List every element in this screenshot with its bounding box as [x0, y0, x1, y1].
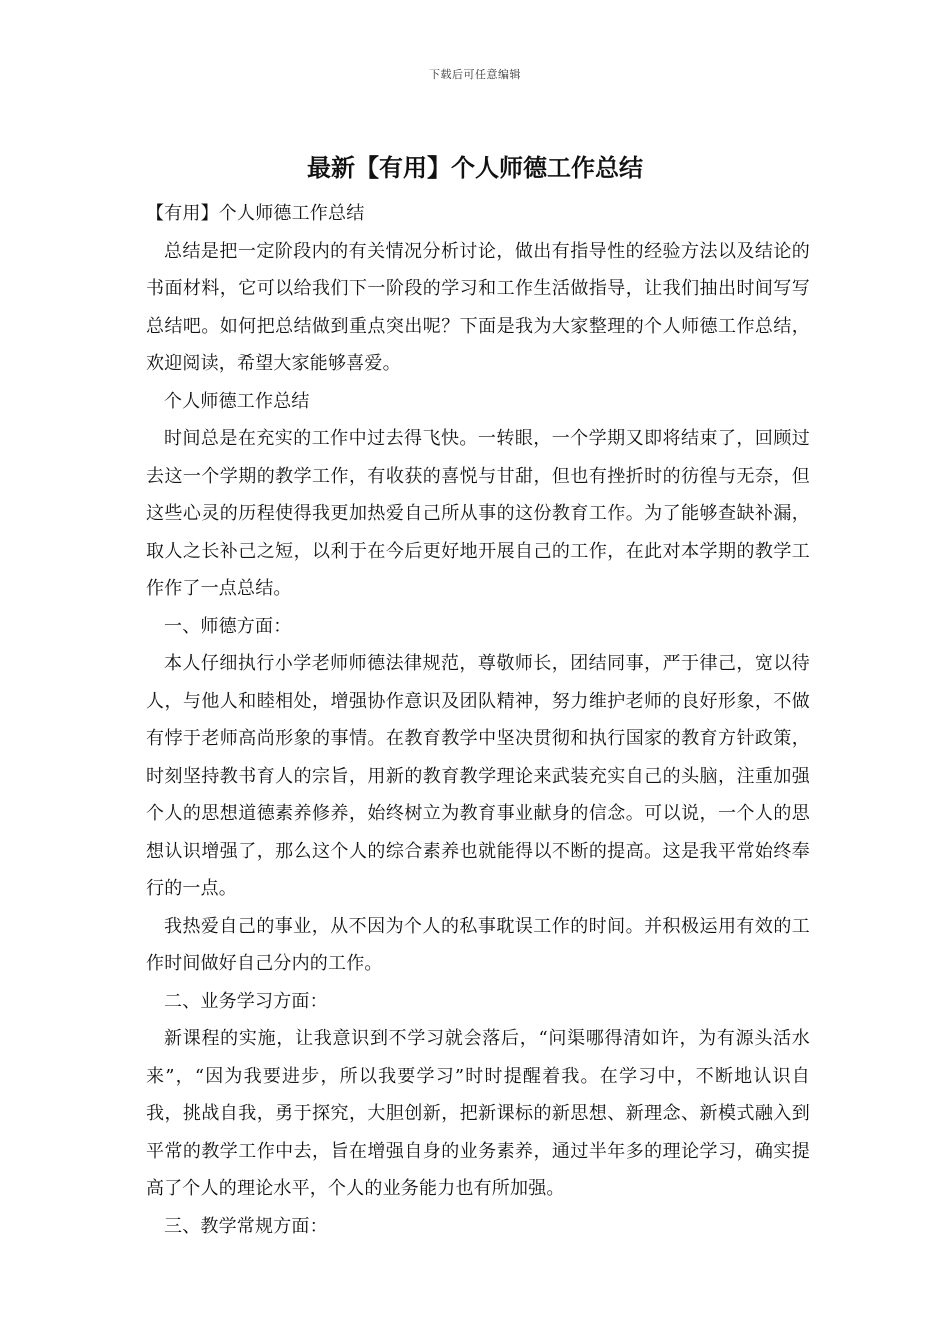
section-heading: 二、业务学习方面：: [164, 990, 328, 1012]
body-paragraph: 我热爱自己的事业，从不因为个人的私事耽误工作的时间。并积极运用有效的工作时间做好自己分内的工作。: [146, 915, 810, 974]
subtitle-paragraph: 【有用】个人师德工作总结: [146, 203, 365, 224]
document-body: [146, 195, 810, 1245]
section-heading: 个人师德工作总结: [164, 390, 310, 412]
body-paragraph: 本人仔细执行小学老师师德法律规范，尊敬师长，团结同事，严于律己，宽以待人，与他人和睦相处，增强协作意识及团队精神，努力维护老师的良好形象，不做有悖于老师高尚形象的事情。在教育教学中坚决贯彻和执行国家的教育方针政策，时刻坚持教书育人的宗旨，用新的教育教学理论来武装充实自己的头脑，注重加强个人的思想道德素养修养，始终树立为教育事业献身的信念。可以说，一个人的思想认识增强了，那么这个人的综合素养也就能得以不断的提高。这是我平常始终奉行的一点。: [146, 653, 810, 899]
intro-paragraph: 总结是把一定阶段内的有关情况分析讨论，做出有指导性的经验方法以及结论的书面材料，它可以给我们下一阶段的学习和工作生活做指导，让我们抽出时间写写总结吧。如何把总结做到重点突出呢？下面是我为大家整理的个人师德工作总结，欢迎阅读，希望大家能够喜爱。: [146, 240, 810, 374]
section-heading: 一、师德方面：: [164, 615, 292, 637]
body-paragraph: 新课程的实施，让我意识到不学习就会落后，“问渠哪得清如许，为有源头活水来”，“因为我要进步，所以我要学习”时时提醒着我。在学习中，不断地认识自我，挑战自我，勇于探究，大胆创新，把新课标的新思想、新理念、新模式融入到平常的教学工作中去，旨在增强自身的业务素养，通过半年多的理论学习，确实提高了个人的理论水平，个人的业务能力也有所加强。: [146, 1028, 810, 1199]
document-title: 最新【有用】个人师德工作总结: [307, 153, 643, 182]
section-heading: 三、教学常规方面：: [164, 1215, 328, 1237]
body-paragraph: 时间总是在充实的工作中过去得飞快。一转眼，一个学期又即将结束了，回顾过去这一个学期的教学工作，有收获的喜悦与甘甜，但也有挫折时的彷徨与无奈，但这些心灵的历程使得我更加热爱自己所从事的这份教育工作。为了能够查缺补漏，取人之长补己之短，以利于在今后更好地开展自己的工作，在此对本学期的教学工作作了一点总结。: [146, 428, 810, 599]
header-note: 下载后可任意编辑: [429, 68, 521, 81]
